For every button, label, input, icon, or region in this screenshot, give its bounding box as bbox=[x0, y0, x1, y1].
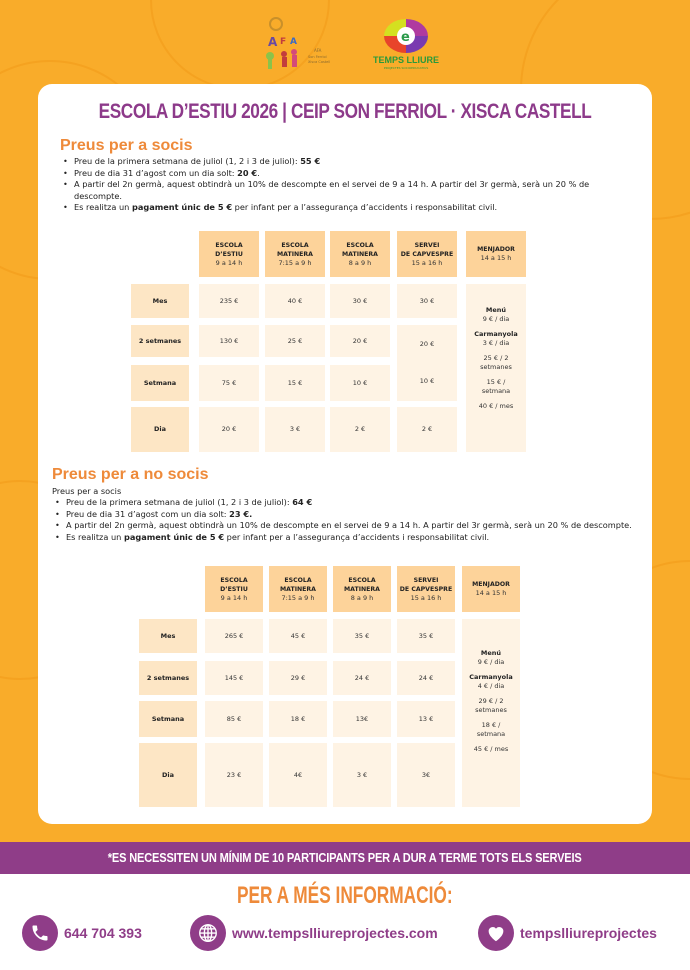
bullet-item: • Preu de la primera setmana de juliol (1, 2 i 3 de juliol): 64 € bbox=[52, 497, 632, 509]
heart-icon bbox=[478, 915, 514, 951]
socis-bullets bbox=[60, 156, 620, 214]
phone-contact[interactable] bbox=[22, 914, 142, 952]
row-label bbox=[131, 284, 189, 318]
column-header-name: ESCOLA bbox=[348, 576, 376, 584]
row-label-text: 2 setmanes bbox=[138, 336, 182, 345]
price-value: 235 € bbox=[219, 296, 239, 305]
column-header bbox=[199, 231, 259, 277]
row-label-text: Dia bbox=[161, 770, 174, 779]
price-cell bbox=[265, 365, 325, 401]
column-header-time: 14 a 15 h bbox=[480, 254, 512, 262]
price-cell bbox=[330, 365, 390, 401]
price-cell bbox=[397, 743, 455, 807]
price-value: 3 € bbox=[289, 425, 301, 433]
column-header-time: 9 a 14 h bbox=[220, 593, 248, 602]
column-header bbox=[265, 231, 325, 277]
price-value: 35 € bbox=[418, 631, 434, 640]
column-header-time: 14 a 15 h bbox=[475, 589, 507, 597]
column-header-name: MENJADOR bbox=[472, 581, 510, 588]
price-cell bbox=[333, 701, 391, 737]
row-label-text: Setmana bbox=[151, 714, 185, 723]
website-link[interactable]: www.tempslliureprojectes.com bbox=[232, 925, 438, 941]
column-header bbox=[269, 566, 327, 612]
minimum-participants-banner bbox=[0, 842, 690, 874]
page-title: ESCOLA D’ESTIU 2026 | CEIP SON FERRIOL · XISCA CASTELL bbox=[98, 100, 592, 123]
column-header-name: ESCOLA bbox=[281, 241, 309, 249]
price-value: 20 € bbox=[221, 425, 237, 433]
row-label bbox=[139, 701, 197, 737]
price-value: 30 € bbox=[419, 296, 435, 305]
row-label bbox=[139, 619, 197, 653]
menu-label: Menú bbox=[485, 306, 507, 314]
column-header bbox=[397, 231, 457, 277]
row-label-text: Setmana bbox=[143, 378, 177, 387]
phone-number[interactable]: 644 704 393 bbox=[64, 925, 142, 941]
column-header bbox=[397, 566, 455, 612]
price-cell bbox=[199, 407, 259, 452]
bullet-item: • A partir del 2n germà, aquest obtindrà un 10% de descompte en el servei de 9 a 14 h. A partir del 3r germà, serà un 20 % de descompte. bbox=[60, 179, 620, 202]
price-value: 2 € bbox=[421, 425, 433, 433]
menu-price: 9 € / dia bbox=[477, 658, 505, 666]
svg-text:TEMPS LLIURE: TEMPS LLIURE bbox=[372, 55, 440, 65]
svg-text:A: A bbox=[290, 37, 297, 47]
row-label bbox=[131, 407, 189, 452]
column-header-name: MATINERA bbox=[342, 250, 378, 258]
phone-icon bbox=[22, 915, 58, 951]
price-value: 10 € bbox=[352, 378, 368, 387]
price-value: 24 € bbox=[354, 673, 370, 682]
price-cell bbox=[333, 619, 391, 653]
price-cell bbox=[397, 407, 457, 452]
price-value: 30 € bbox=[352, 296, 368, 305]
price-cell bbox=[397, 325, 457, 401]
column-header-name: ESCOLA bbox=[215, 241, 243, 249]
carmanyola-price: 4 € / dia bbox=[477, 682, 505, 690]
column-header-name: DE CAPVESPRE bbox=[399, 585, 453, 593]
price-cell bbox=[265, 325, 325, 357]
bullet-item: • Preu de la primera setmana de juliol (1, 2 i 3 de juliol): 55 € bbox=[60, 156, 620, 168]
bullet-item: • Es realitza un pagament únic de 5 € per infant per a l’assegurança d’accidents i responsabilitat civil. bbox=[52, 532, 632, 544]
price-cell bbox=[269, 661, 327, 695]
price-cell bbox=[205, 743, 263, 807]
column-header-name: DE CAPVESPRE bbox=[400, 250, 454, 258]
column-header-time: 7:15 a 9 h bbox=[281, 593, 315, 602]
row-label-text: Dia bbox=[153, 425, 166, 433]
column-header-name: ESCOLA bbox=[284, 576, 312, 584]
price-value: 145 € bbox=[224, 673, 244, 682]
socis-heading: Preus per a socis bbox=[60, 137, 193, 154]
svg-text:Xisca Castell: Xisca Castell bbox=[308, 60, 331, 64]
price-cell bbox=[397, 619, 455, 653]
row-label-text: Mes bbox=[152, 296, 168, 305]
two-weeks-price: setmanes bbox=[480, 363, 512, 371]
week-price: 15 € / bbox=[486, 378, 506, 386]
no-socis-subheading: Preus per a socis bbox=[52, 486, 122, 496]
row-label bbox=[139, 743, 197, 807]
row-label bbox=[131, 325, 189, 357]
price-value: 20 € bbox=[352, 336, 368, 345]
globe-icon bbox=[190, 915, 226, 951]
price-value: 130 € bbox=[219, 336, 239, 345]
price-cell bbox=[330, 325, 390, 357]
social-contact[interactable] bbox=[478, 914, 657, 952]
column-header-time: 8 a 9 h bbox=[350, 593, 374, 602]
price-value: 25 € bbox=[287, 336, 303, 345]
price-value: 265 € bbox=[224, 631, 244, 640]
website-contact[interactable] bbox=[190, 914, 438, 952]
row-label-text: Mes bbox=[160, 631, 176, 640]
price-cell bbox=[269, 619, 327, 653]
temps-lliure-logo bbox=[364, 16, 448, 72]
price-value: 20 € bbox=[419, 340, 435, 348]
two-weeks-price: 25 € / 2 bbox=[483, 354, 509, 362]
price-cell bbox=[397, 661, 455, 695]
carmanyola-price: 3 € / dia bbox=[482, 339, 510, 347]
price-cell bbox=[330, 284, 390, 318]
column-header-name: D’ESTIU bbox=[215, 250, 243, 258]
price-value: 75 € bbox=[221, 378, 237, 387]
row-label bbox=[131, 365, 189, 401]
row-label bbox=[139, 661, 197, 695]
price-cell bbox=[205, 661, 263, 695]
svg-text:Son Ferriol: Son Ferriol bbox=[308, 55, 327, 59]
price-cell bbox=[330, 407, 390, 452]
column-header bbox=[462, 566, 520, 612]
menu-label: Menú bbox=[480, 649, 502, 657]
column-header-time: 15 a 16 h bbox=[410, 593, 442, 602]
week-price: setmana bbox=[476, 730, 506, 738]
week-price: setmana bbox=[481, 387, 511, 395]
price-cell bbox=[397, 284, 457, 318]
column-header-name: MATINERA bbox=[280, 585, 316, 593]
price-value: 29 € bbox=[290, 673, 306, 682]
menjador-cell bbox=[466, 284, 526, 452]
price-value: 24 € bbox=[418, 673, 434, 682]
column-header-name: ESCOLA bbox=[346, 241, 374, 249]
no-socis-bullets bbox=[52, 497, 632, 543]
social-handle[interactable]: tempslliureprojectes bbox=[520, 925, 657, 941]
price-value: 35 € bbox=[354, 631, 370, 640]
price-value: 3€ bbox=[421, 770, 431, 779]
column-header-name: SERVEI bbox=[414, 241, 440, 249]
no-socis-heading: Preus per a no socis bbox=[52, 466, 209, 483]
price-value: 23 € bbox=[226, 770, 242, 779]
menjador-cell bbox=[462, 619, 520, 807]
week-price: 18 € / bbox=[481, 721, 501, 729]
price-value: 10 € bbox=[419, 377, 435, 385]
column-header-name: D’ESTIU bbox=[220, 585, 248, 593]
bullet-item: • Preu de dia 31 d’agost com un dia solt: 23 €. bbox=[52, 509, 632, 521]
svg-text:PROJECTES SOCIOEDUCATIUS: PROJECTES SOCIOEDUCATIUS bbox=[383, 66, 429, 70]
price-value: 13 € bbox=[418, 714, 434, 723]
info-title-text: PER A MÉS INFORMACIÓ: bbox=[237, 882, 453, 909]
bullet-item: • A partir del 2n germà, aquest obtindrà un 10% de descompte en el servei de 9 a 14 h. A partir del 3r germà, serà un 20 % de descompte. bbox=[52, 520, 632, 532]
month-price: 40 € / mes bbox=[478, 402, 514, 410]
price-cell bbox=[199, 284, 259, 318]
price-value: 45 € bbox=[290, 631, 306, 640]
column-header bbox=[330, 231, 390, 277]
price-cell bbox=[199, 325, 259, 357]
price-cell bbox=[205, 619, 263, 653]
carmanyola-label: Carmanyola bbox=[469, 673, 513, 681]
price-cell bbox=[205, 701, 263, 737]
price-cell bbox=[269, 701, 327, 737]
price-value: 85 € bbox=[226, 714, 242, 723]
menu-price: 9 € / dia bbox=[482, 315, 510, 323]
column-header-time: 9 a 14 h bbox=[215, 258, 243, 267]
column-header-name: SERVEI bbox=[413, 576, 439, 584]
column-header-time: 8 a 9 h bbox=[348, 258, 372, 267]
column-header bbox=[205, 566, 263, 612]
price-value: 4€ bbox=[293, 770, 303, 779]
svg-text:e: e bbox=[401, 30, 410, 45]
price-value: 40 € bbox=[287, 296, 303, 305]
column-header-time: 7:15 a 9 h bbox=[278, 258, 312, 267]
column-header-name: MATINERA bbox=[277, 250, 313, 258]
price-cell bbox=[199, 365, 259, 401]
price-value: 3 € bbox=[356, 770, 368, 779]
bullet-item: • Es realitza un pagament únic de 5 € per infant per a l’assegurança d’accidents i responsabilitat civil. bbox=[60, 202, 620, 214]
price-value: 18 € bbox=[290, 714, 306, 723]
two-weeks-price: 29 € / 2 bbox=[478, 697, 504, 705]
bullet-item: • Preu de dia 31 d’agost com un dia solt: 20 €. bbox=[60, 168, 620, 180]
price-value: 13€ bbox=[355, 714, 369, 723]
column-header-time: 15 a 16 h bbox=[411, 258, 443, 267]
month-price: 45 € / mes bbox=[473, 745, 509, 753]
svg-text:F: F bbox=[280, 37, 287, 47]
svg-text:AFA: AFA bbox=[314, 48, 322, 53]
price-cell bbox=[397, 701, 455, 737]
price-cell bbox=[333, 743, 391, 807]
afa-logo bbox=[262, 14, 342, 72]
header-logos bbox=[0, 12, 690, 74]
banner-text: *ES NECESSITEN UN MÍNIM DE 10 PARTICIPANTS PER A DUR A TERME TOTS ELS SERVEIS bbox=[108, 850, 582, 865]
svg-text:A: A bbox=[268, 35, 278, 49]
price-value: 2 € bbox=[354, 425, 366, 433]
column-header-name: ESCOLA bbox=[220, 576, 248, 584]
row-label-text: 2 setmanes bbox=[146, 673, 190, 682]
price-cell bbox=[333, 661, 391, 695]
price-cell bbox=[265, 407, 325, 452]
column-header-name: MATINERA bbox=[344, 585, 380, 593]
column-header bbox=[333, 566, 391, 612]
pricing-card bbox=[38, 84, 652, 824]
column-header bbox=[466, 231, 526, 277]
price-value: 15 € bbox=[287, 378, 303, 387]
price-cell bbox=[269, 743, 327, 807]
carmanyola-label: Carmanyola bbox=[474, 330, 518, 338]
column-header-name: MENJADOR bbox=[477, 246, 515, 253]
price-cell bbox=[265, 284, 325, 318]
two-weeks-price: setmanes bbox=[475, 706, 507, 714]
info-title bbox=[0, 882, 690, 910]
